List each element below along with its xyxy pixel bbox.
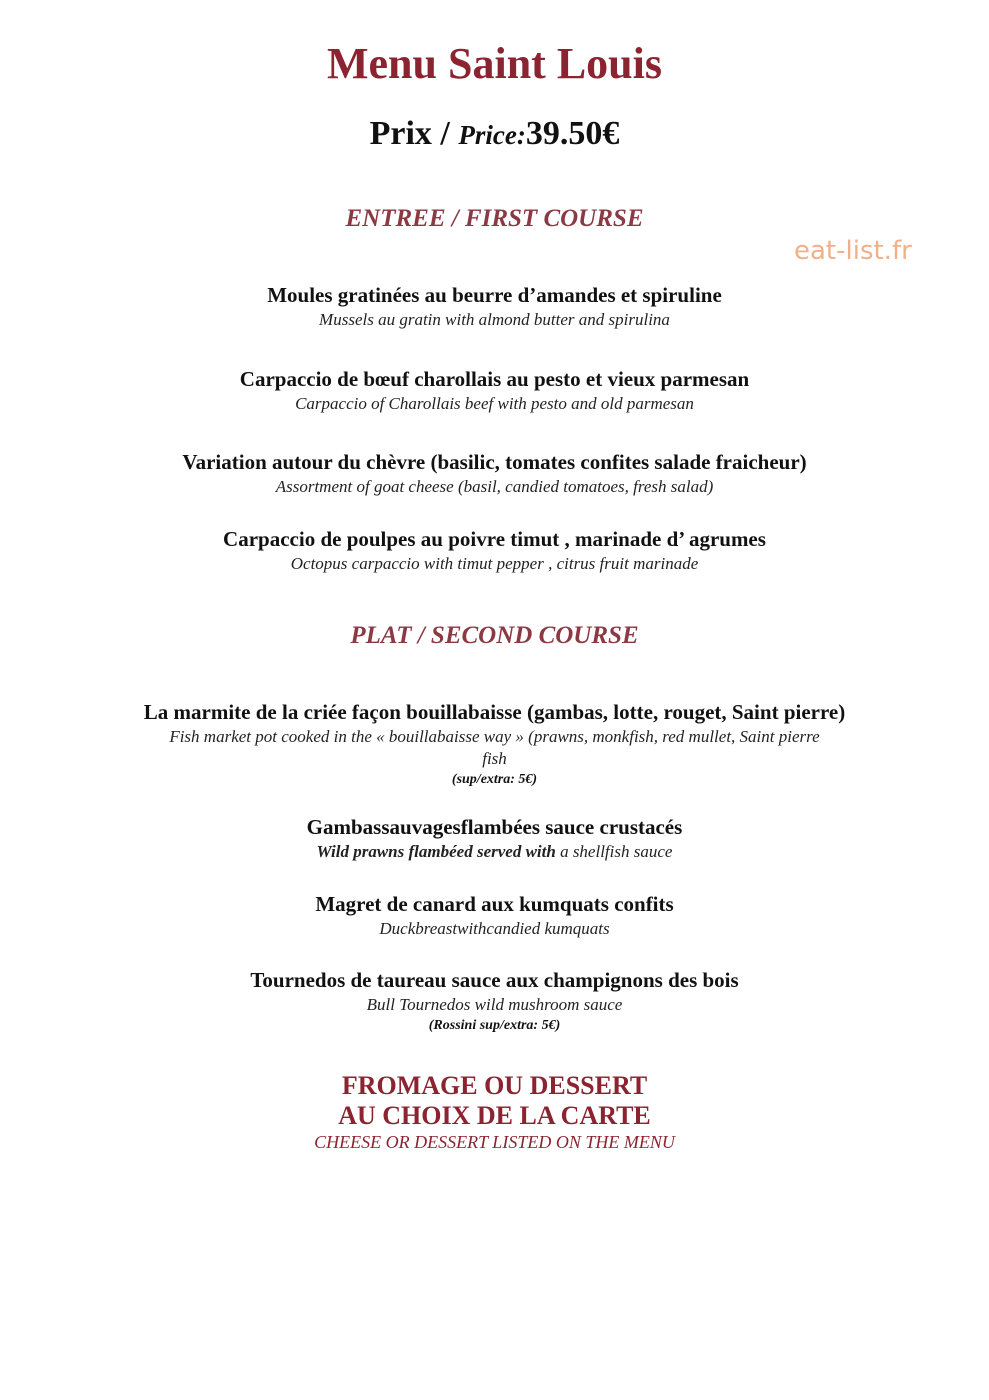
first-course-item-3-fr: Variation autour du chèvre (basilic, tomates confites salade fraicheur) xyxy=(182,450,807,474)
second-course-item-2-en xyxy=(0,842,989,862)
second-course-item-4-fr: Tournedos de taureau sauce aux champignons des bois xyxy=(250,968,739,992)
second-course-item-1-en: Fish market pot cooked in the « bouillabaisse way » (prawns, monkfish, red mullet, Saint pierre xyxy=(169,727,820,746)
menu-title: Menu Saint Louis xyxy=(327,39,662,88)
second-course-item-1-fr: La marmite de la criée façon bouillabaisse (gambas, lotte, rouget, Saint pierre) xyxy=(143,700,846,724)
price-label-en: Price: xyxy=(458,120,526,150)
first-course-item-1-en: Mussels au gratin with almond butter and spirulina xyxy=(319,310,670,329)
second-course-item-4-extra: (Rossini sup/extra: 5€) xyxy=(428,1018,561,1033)
cheese-dessert-heading-line1: FROMAGE OU DESSERT xyxy=(341,1071,648,1100)
price-label-fr: Prix / xyxy=(369,115,459,152)
second-course-item-1-en-cont: fish xyxy=(482,749,507,768)
first-course-item-3-en: Assortment of goat cheese (basil, candied tomatoes, fresh salad) xyxy=(275,477,714,496)
second-course-item-3-fr: Magret de canard aux kumquats confits xyxy=(315,892,674,916)
second-course-item-2-fr: Gambassauvagesflambées sauce crustacés xyxy=(306,815,683,839)
second-course-heading: PLAT / SECOND COURSE xyxy=(350,622,639,649)
second-course-item-1-extra: (sup/extra: 5€) xyxy=(451,772,538,787)
second-course-item-4-en: Bull Tournedos wild mushroom sauce xyxy=(366,995,623,1014)
price-line xyxy=(0,115,989,153)
first-course-item-2-fr: Carpaccio de bœuf charollais au pesto et vieux parmesan xyxy=(239,367,750,391)
first-course-item-1-fr: Moules gratinées au beurre d’amandes et spiruline xyxy=(267,283,722,307)
price-value: 39.50€ xyxy=(525,115,620,152)
watermark: eat-list.fr xyxy=(794,236,912,266)
second-course-item-2-en-rest: a shellfish sauce xyxy=(555,842,673,861)
first-course-item-4-fr: Carpaccio de poulpes au poivre timut , marinade d’ agrumes xyxy=(223,527,766,551)
cheese-dessert-en: CHEESE OR DESSERT LISTED ON THE MENU xyxy=(314,1132,675,1152)
second-course-item-2-en-bold: Wild prawns flambéed served with xyxy=(316,842,556,861)
first-course-item-2-en: Carpaccio of Charollais beef with pesto and old parmesan xyxy=(295,394,694,413)
first-course-heading: ENTREE / FIRST COURSE xyxy=(345,205,644,232)
second-course-item-3-en: Duckbreastwithcandied kumquats xyxy=(379,919,610,938)
cheese-dessert-heading-line2: AU CHOIX DE LA CARTE xyxy=(338,1101,651,1130)
first-course-item-4-en: Octopus carpaccio with timut pepper , citrus fruit marinade xyxy=(290,554,699,573)
